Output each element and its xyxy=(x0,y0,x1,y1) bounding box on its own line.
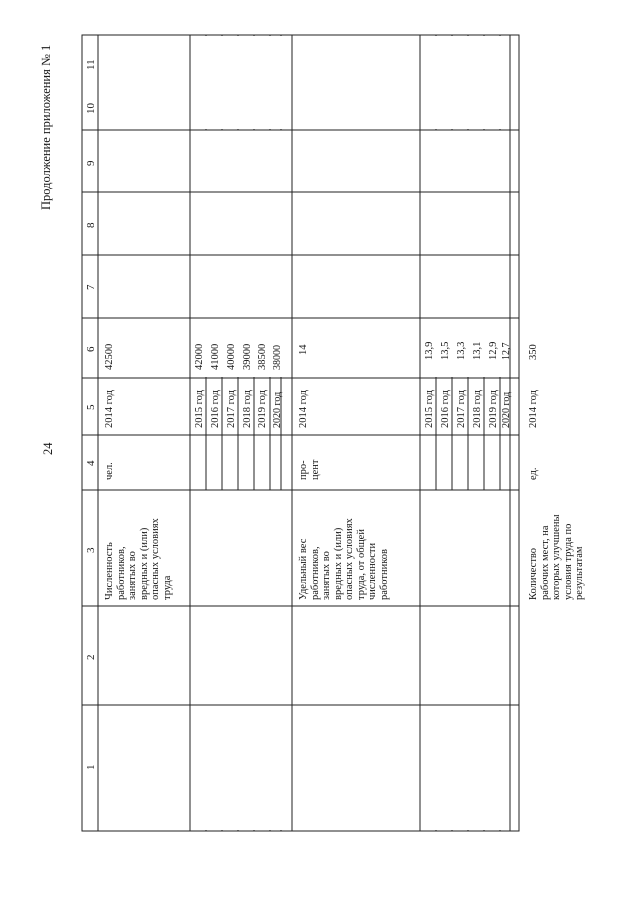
appendix-continuation-label: Продолжение приложения № 1 xyxy=(39,44,53,210)
row1-value-2015: 42000 xyxy=(194,343,205,370)
row2-indicator: Удельный вес работников, занятых во вредных и (или) опасных условиях труда, от общей численности работников xyxy=(298,518,390,600)
row2-unit: про- цент xyxy=(298,459,321,480)
row1-year-2020: 2020 год xyxy=(272,391,283,428)
column-header-5: 5 xyxy=(85,404,97,410)
column-header-8: 8 xyxy=(85,222,97,228)
row1-unit: чел. xyxy=(104,462,115,480)
row3-unit: ед. xyxy=(528,467,539,480)
row1-value-2018: 39000 xyxy=(242,343,253,370)
row2-value-2019: 12,9 xyxy=(488,341,499,360)
row1-indicator: Численность работников, занятых во вредных и (или) опасных условиях труда xyxy=(104,518,173,600)
row1-year-2016: 2016 год xyxy=(210,390,221,428)
column-header-2: 2 xyxy=(85,654,97,660)
row1-year-2017: 2017 год xyxy=(226,390,237,428)
row1-base-value: 42500 xyxy=(104,343,115,370)
row1-year-2018: 2018 год xyxy=(242,390,253,428)
column-header-4: 4 xyxy=(85,460,97,466)
column-header-6: 6 xyxy=(85,346,97,352)
row2-value-2015: 13,9 xyxy=(424,341,435,360)
row2-year-2020: 2020 год xyxy=(501,391,512,428)
row1-value-2017: 40000 xyxy=(226,343,237,370)
page-number: 24 xyxy=(41,442,55,455)
column-header-9: 9 xyxy=(85,160,97,166)
column-header-10: 10 xyxy=(85,103,97,114)
column-header-1: 1 xyxy=(85,764,97,770)
column-header-3: 3 xyxy=(85,547,97,553)
row3-base-year: 2014 год xyxy=(528,390,539,428)
column-header-11: 11 xyxy=(85,59,97,70)
row1-year-2019: 2019 год xyxy=(257,390,268,428)
row2-value-2020: 12,7 xyxy=(501,342,512,360)
row1-value-2020: 38000 xyxy=(272,345,283,370)
row2-base-year: 2014 год xyxy=(298,390,309,428)
row3-base-value: 350 xyxy=(528,344,539,360)
row2-year-2018: 2018 год xyxy=(472,390,483,428)
row3-indicator: Количество рабочих мест, на которых улучшены условия труда по результатам xyxy=(528,514,585,600)
row2-year-2015: 2015 год xyxy=(424,390,435,428)
row2-year-2017: 2017 год xyxy=(456,390,467,428)
row1-year-2015: 2015 год xyxy=(194,390,205,428)
column-header-7: 7 xyxy=(85,284,97,290)
row2-year-2016: 2016 год xyxy=(440,390,451,428)
row2-year-2019: 2019 год xyxy=(488,390,499,428)
row1-base-year: 2014 год xyxy=(104,390,115,428)
row1-value-2016: 41000 xyxy=(210,343,221,370)
row2-value-2016: 13,5 xyxy=(440,341,451,360)
row2-value-2018: 13,1 xyxy=(472,341,483,360)
row1-value-2019: 38500 xyxy=(257,343,268,370)
row2-base-value: 14 xyxy=(298,344,309,355)
row2-value-2017: 13,3 xyxy=(456,341,467,360)
